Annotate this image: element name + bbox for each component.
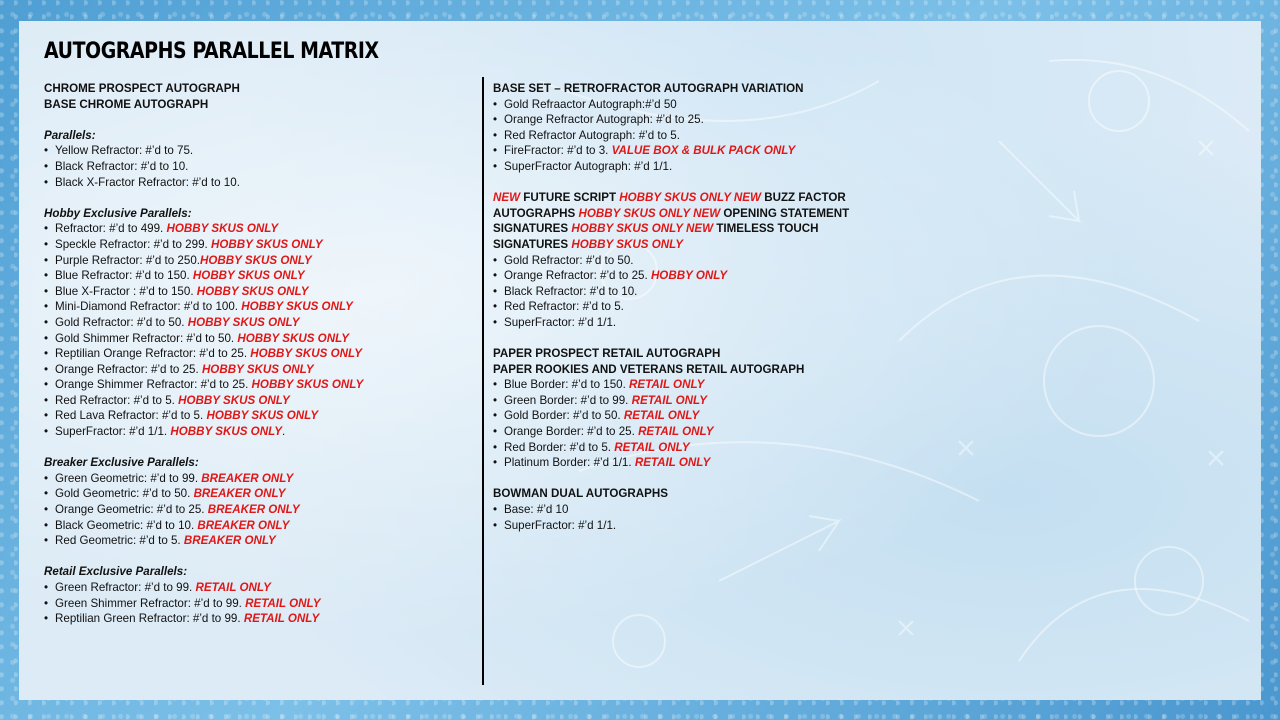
hobby-exclusive-list	[44, 221, 474, 439]
list-item: • Orange Refractor: #’d to 25. HOBBY SKUS ONLY	[44, 362, 474, 378]
heading-line: NEW FUTURE SCRIPT HOBBY SKUS ONLY NEW BUZZ FACTOR	[493, 191, 846, 205]
exclusive-tag: RETAIL ONLY	[614, 440, 690, 454]
exclusive-tag: RETAIL ONLY	[638, 425, 714, 439]
exclusive-tag: HOBBY SKUS ONLY	[178, 393, 290, 407]
section-heading: BASE CHROME AUTOGRAPH	[44, 97, 209, 111]
exclusive-tag: BREAKER ONLY	[201, 471, 294, 485]
retail-exclusive-list	[44, 580, 474, 627]
list-item: • Blue Border: #’d to 150. RETAIL ONLY	[493, 377, 893, 393]
exclusive-tag: RETAIL ONLY	[631, 393, 707, 407]
list-item: • SuperFractor: #’d 1/1.	[493, 518, 893, 534]
list-item: • Red Refractor Autograph: #’d to 5.	[493, 128, 893, 144]
list-item: • FireFractor: #’d to 3. VALUE BOX & BULK PACK ONLY	[493, 143, 893, 159]
list-item: • Orange Refractor: #’d to 25. HOBBY ONLY	[493, 268, 893, 284]
section-heading: PAPER PROSPECT RETAIL AUTOGRAPH	[493, 347, 721, 361]
list-item: • Black Refractor: #’d to 10.	[493, 284, 893, 300]
retrofractor-list	[493, 97, 893, 175]
list-item: • Black X-Fractor Refractor: #’d to 10.	[44, 175, 474, 191]
section-heading: PAPER ROOKIES AND VETERANS RETAIL AUTOGRAPH	[493, 362, 805, 376]
exclusive-tag: RETAIL ONLY	[243, 612, 320, 626]
hobby-exclusive-heading: Hobby Exclusive Parallels:	[44, 206, 192, 220]
list-item: • Black Refractor: #’d to 10.	[44, 159, 474, 175]
exclusive-tag: RETAIL ONLY	[634, 456, 711, 470]
exclusive-tag: HOBBY SKUS ONLY	[200, 253, 312, 267]
column-divider	[482, 77, 484, 685]
parallels-heading: Parallels:	[44, 128, 96, 142]
list-item: • Gold Geometric: #’d to 50. BREAKER ONLY	[44, 486, 474, 502]
exclusive-tag: HOBBY SKUS ONLY	[241, 300, 353, 314]
list-item: • Red Refractor: #’d to 5.	[493, 299, 893, 315]
breaker-exclusive-list	[44, 471, 474, 549]
list-item: • Gold Refractor: #’d to 50.	[493, 253, 893, 269]
list-item: • Mini-Diamond Refractor: #’d to 100. HOBBY SKUS ONLY	[44, 299, 474, 315]
exclusive-tag: HOBBY SKUS ONLY	[206, 409, 319, 423]
list-item: • Gold Shimmer Refractor: #’d to 50. HOBBY SKUS ONLY	[44, 331, 474, 347]
exclusive-tag: HOBBY SKUS ONLY	[196, 284, 309, 298]
list-item: • Green Border: #’d to 99. RETAIL ONLY	[493, 393, 893, 409]
list-item: • Orange Refractor Autograph: #’d to 25.	[493, 112, 893, 128]
slide	[19, 21, 1261, 700]
list-item: • Reptilian Green Refractor: #’d to 99. RETAIL ONLY	[44, 611, 474, 627]
paper-retail-list	[493, 377, 893, 471]
exclusive-tag: HOBBY SKUS ONLY	[192, 269, 305, 283]
exclusive-tag: HOBBY SKUS ONLY	[237, 331, 350, 345]
list-item: • Orange Border: #’d to 25. RETAIL ONLY	[493, 424, 893, 440]
exclusive-tag: RETAIL ONLY	[195, 581, 271, 594]
list-item: • Reptilian Orange Refractor: #’d to 25. HOBBY SKUS ONLY	[44, 346, 474, 362]
exclusive-tag: VALUE BOX & BULK PACK ONLY	[611, 144, 796, 158]
list-item: • Base: #’d 10	[493, 502, 893, 518]
exclusive-tag: BREAKER ONLY	[183, 534, 276, 548]
retail-exclusive-heading: Retail Exclusive Parallels:	[44, 565, 188, 579]
exclusive-tag: RETAIL ONLY	[629, 378, 705, 392]
list-item: • Red Geometric: #’d to 5. BREAKER ONLY	[44, 533, 474, 549]
list-item: • SuperFractor: #’d 1/1. HOBBY SKUS ONLY.	[44, 424, 474, 440]
section-heading: BASE SET – RETROFRACTOR AUTOGRAPH VARIATION	[493, 82, 804, 95]
list-item: • Green Geometric: #’d to 99. BREAKER ONLY	[44, 471, 474, 487]
list-item: • SuperFractor Autograph: #’d 1/1.	[493, 159, 893, 175]
list-item: • Orange Geometric: #’d to 25. BREAKER ONLY	[44, 502, 474, 518]
right-column	[493, 81, 893, 533]
list-item: • Gold Border: #’d to 50. RETAIL ONLY	[493, 408, 893, 424]
exclusive-tag: HOBBY SKUS ONLY	[166, 222, 279, 236]
list-item: • Speckle Refractor: #’d to 299. HOBBY SKUS ONLY	[44, 237, 474, 253]
list-item: • Blue Refractor: #’d to 150. HOBBY SKUS ONLY	[44, 268, 474, 284]
heading-line: AUTOGRAPHS HOBBY SKUS ONLY NEW OPENING STATEMENT	[493, 206, 850, 220]
section-heading: BOWMAN DUAL AUTOGRAPHS	[493, 487, 668, 501]
parallels-list	[44, 143, 474, 190]
heading-line: SIGNATURES HOBBY SKUS ONLY NEW TIMELESS TOUCH	[493, 222, 819, 236]
list-item: • SuperFractor: #’d 1/1.	[493, 315, 893, 331]
list-item: • Blue X-Fractor : #’d to 150. HOBBY SKUS ONLY	[44, 284, 474, 300]
exclusive-tag: HOBBY SKUS ONLY	[250, 347, 362, 361]
list-item: • Red Lava Refractor: #’d to 5. HOBBY SKUS ONLY	[44, 408, 474, 424]
exclusive-tag: HOBBY SKUS ONLY	[210, 237, 323, 251]
list-item: • Red Border: #’d to 5. RETAIL ONLY	[493, 440, 893, 456]
section-heading: CHROME PROSPECT AUTOGRAPH	[44, 82, 240, 95]
exclusive-tag: BREAKER ONLY	[193, 487, 286, 501]
left-column	[44, 81, 474, 627]
list-item: • Red Refractor: #’d to 5. HOBBY SKUS ONLY	[44, 393, 474, 409]
heading-line: SIGNATURES HOBBY SKUS ONLY	[493, 237, 684, 251]
exclusive-tag: BREAKER ONLY	[197, 518, 290, 532]
exclusive-tag: HOBBY SKUS ONLY	[170, 425, 283, 439]
page-title: AUTOGRAPHS PARALLEL MATRIX	[44, 39, 379, 64]
list-item: • Green Refractor: #’d to 99. RETAIL ONLY	[44, 580, 474, 596]
exclusive-tag: RETAIL ONLY	[623, 409, 700, 423]
list-item: • Gold Refraactor Autograph:#’d 50	[493, 97, 893, 113]
dual-autographs-list	[493, 502, 893, 533]
list-item: • Black Geometric: #’d to 10. BREAKER ONLY	[44, 518, 474, 534]
new-autographs-list	[493, 253, 893, 331]
list-item: • Refractor: #’d to 499. HOBBY SKUS ONLY	[44, 221, 474, 237]
list-item: • Yellow Refractor: #’d to 75.	[44, 143, 474, 159]
exclusive-tag: BREAKER ONLY	[207, 503, 300, 517]
list-item: • Green Shimmer Refractor: #’d to 99. RETAIL ONLY	[44, 596, 474, 612]
list-item: • Platinum Border: #’d 1/1. RETAIL ONLY	[493, 455, 893, 471]
list-item: • Orange Shimmer Refractor: #’d to 25. HOBBY SKUS ONLY	[44, 377, 474, 393]
new-autographs-heading	[493, 190, 893, 252]
exclusive-tag: HOBBY SKUS ONLY	[251, 378, 364, 392]
exclusive-tag: HOBBY SKUS ONLY	[187, 315, 300, 329]
list-item: • Gold Refractor: #’d to 50. HOBBY SKUS ONLY	[44, 315, 474, 331]
exclusive-tag: HOBBY SKUS ONLY	[201, 362, 314, 376]
exclusive-tag: HOBBY ONLY	[650, 269, 728, 283]
exclusive-tag: RETAIL ONLY	[245, 596, 321, 610]
list-item: • Purple Refractor: #’d to 250.HOBBY SKUS ONLY	[44, 253, 474, 269]
breaker-exclusive-heading: Breaker Exclusive Parallels:	[44, 456, 199, 470]
